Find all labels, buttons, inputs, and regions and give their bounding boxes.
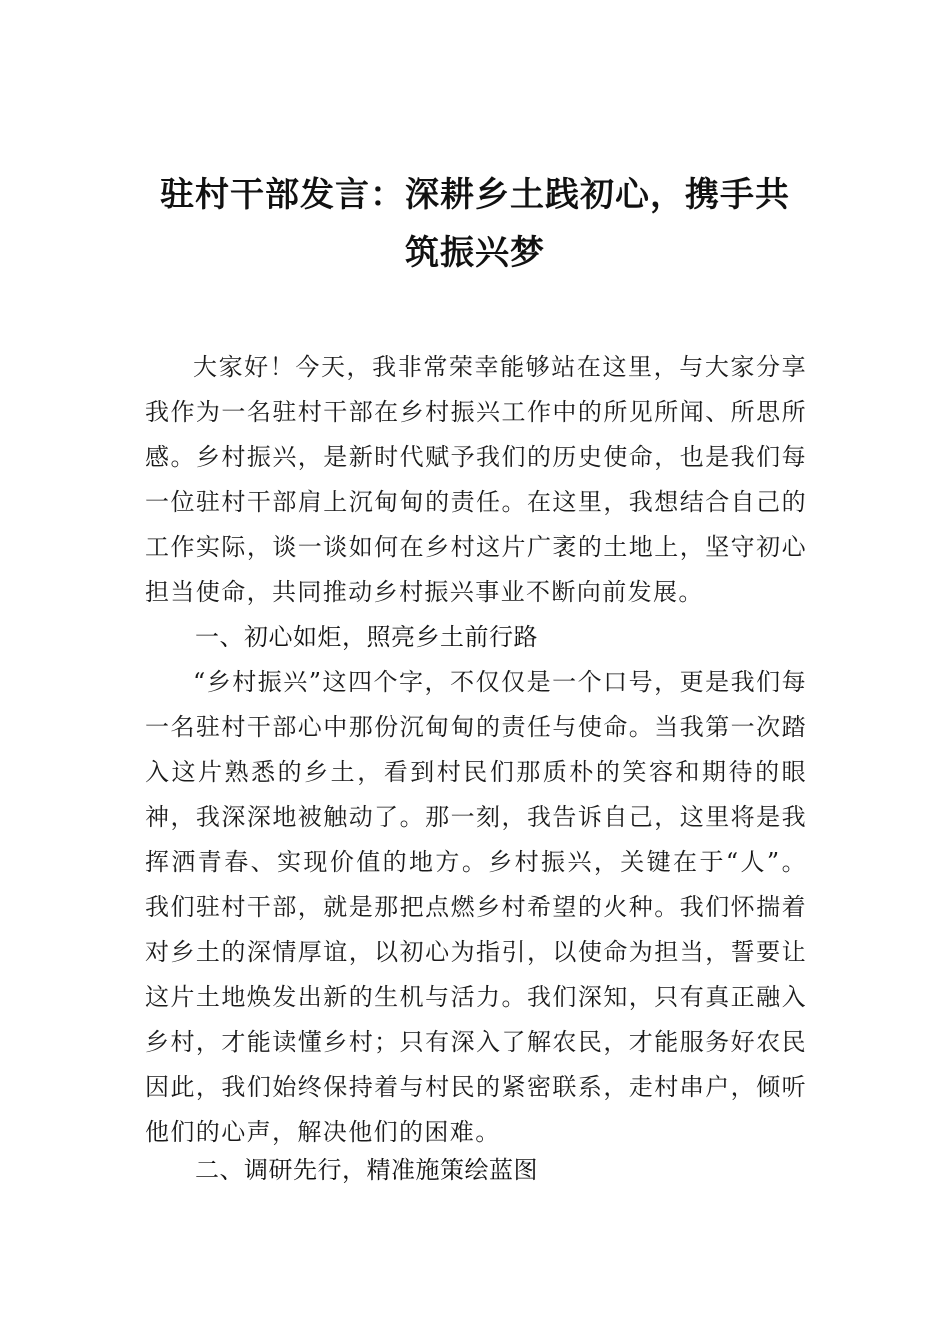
title-line-1: 驻村干部发言：深耕乡土践初心，携手共 [160, 175, 790, 215]
title-line-2: 筑振兴梦 [405, 233, 545, 273]
section-heading-1: 一、初心如炬，照亮乡土前行路 [195, 623, 538, 651]
section-heading-2: 二、调研先行，精准施策绘蓝图 [195, 1156, 538, 1184]
paragraph-intro: 大家好！今天，我非常荣幸能够站在这里，与大家分享我作为一名驻村干部在乡村振兴工作中的所见所闻、所思所感。乡村振兴，是新时代赋予我们的历史使命，也是我们每一位驻村干部肩上沉甸甸的责任。在这里，我想结合自己的工作实际，谈一谈如何在乡村这片广袤的土地上，坚守初心担当使命，共同推动乡村振兴事业不断向前发展。 [145, 353, 807, 606]
document-title [145, 166, 805, 282]
paragraph-section-1: “乡村振兴”这四个字，不仅仅是一个口号，更是我们每一名驻村干部心中那份沉甸甸的责任与使命。当我第一次踏入这片熟悉的乡土，看到村民们那质朴的笑容和期待的眼神，我深深地被触动了。那一刻，我告诉自己，这里将是我挥洒青春、实现价值的地方。乡村振兴，关键在于“人”。我们驻村干部，就是那把点燃乡村希望的火种。我们怀揣着对乡土的深情厚谊，以初心为指引，以使命为担当，誓要让这片土地焕发出新的生机与活力。我们深知，只有真正融入乡村，才能读懂乡村；只有深入了解农民，才能服务好农民因此，我们始终保持着与村民的紧密联系，走村串户，倾听他们的心声，解决他们的困难。 [145, 668, 807, 1146]
